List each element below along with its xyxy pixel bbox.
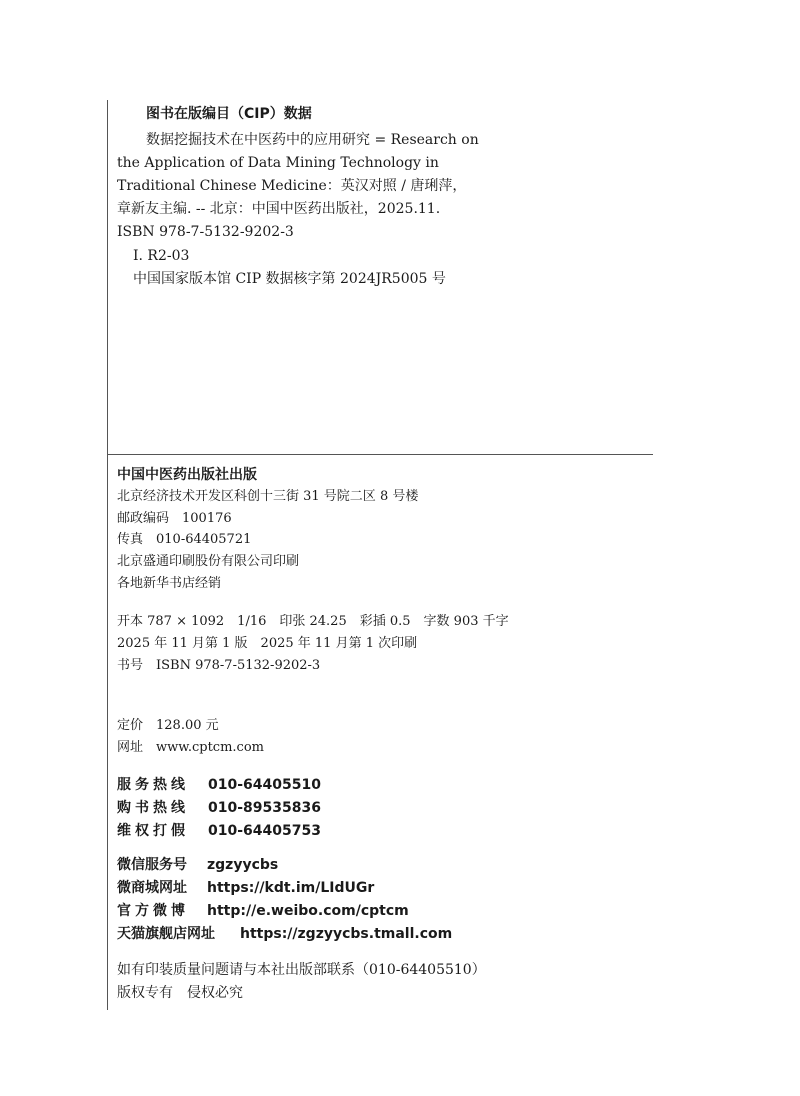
book-number: 书号 ISBN 978-7-5132-9202-3 [117,658,321,673]
hotline-number: 010-89535836 [208,800,321,816]
price: 定价 128.00 元 [117,718,219,733]
cip-title-line-3: Traditional Chinese Medicine：英汉对照 / 唐琍萍， [117,178,467,194]
cip-heading: 图书在版编目（CIP）数据 [146,106,312,122]
publisher-fax: 传真 010-64405721 [117,532,252,547]
cip-title-line-1: 数据挖掘技术在中医药中的应用研究 = Research on [146,132,479,148]
online-label: 微信服务号 [117,857,187,873]
hotline-label: 购书热线 [117,800,189,816]
distributor: 各地新华书店经销 [117,576,222,591]
book-edition: 2025 年 11 月第 1 版 2025 年 11 月第 1 次印刷 [117,636,418,651]
section-divider [107,454,653,455]
website: 网址 www.cptcm.com [117,740,264,755]
online-value: zgzyycbs [207,857,279,873]
quality-notice: 如有印装质量问题请与本社出版部联系（010-64405510） [117,962,486,978]
hotline-label: 服务热线 [117,777,189,793]
left-rule [107,100,108,1010]
online-label: 官方微博 [117,903,189,919]
publisher-address: 北京经济技术开发区科创十三街 31 号院二区 8 号楼 [117,489,419,504]
online-label: 天猫旗舰店网址 [117,926,215,942]
cip-title-line-4: 章新友主编. -- 北京：中国中医药出版社，2025.11. [117,201,441,217]
cip-record-number: 中国国家版本馆 CIP 数据核字第 2024JR5005 号 [133,271,446,287]
cip-classification: Ⅰ. R2-03 [133,248,190,264]
online-label: 微商城网址 [117,880,187,896]
online-value: https://zgzyycbs.tmall.com [240,926,453,942]
printer: 北京盛通印刷股份有限公司印刷 [117,554,300,569]
online-value: http://e.weibo.com/cptcm [207,903,409,919]
hotline-number: 010-64405510 [208,777,321,793]
book-format: 开本 787 × 1092 1/16 印张 24.25 彩插 0.5 字数 903 千字 [117,614,509,629]
copyright-notice: 版权专有 侵权必究 [117,985,243,1001]
publisher-name: 中国中医药出版社出版 [117,467,257,483]
hotline-label: 维权打假 [117,823,189,839]
publisher-postcode: 邮政编码 100176 [117,511,232,526]
cip-isbn: ISBN 978-7-5132-9202-3 [117,224,294,240]
online-value: https://kdt.im/LIdUGr [207,880,375,896]
cip-title-line-2: the Application of Data Mining Technology in [117,155,439,171]
hotline-number: 010-64405753 [208,823,321,839]
